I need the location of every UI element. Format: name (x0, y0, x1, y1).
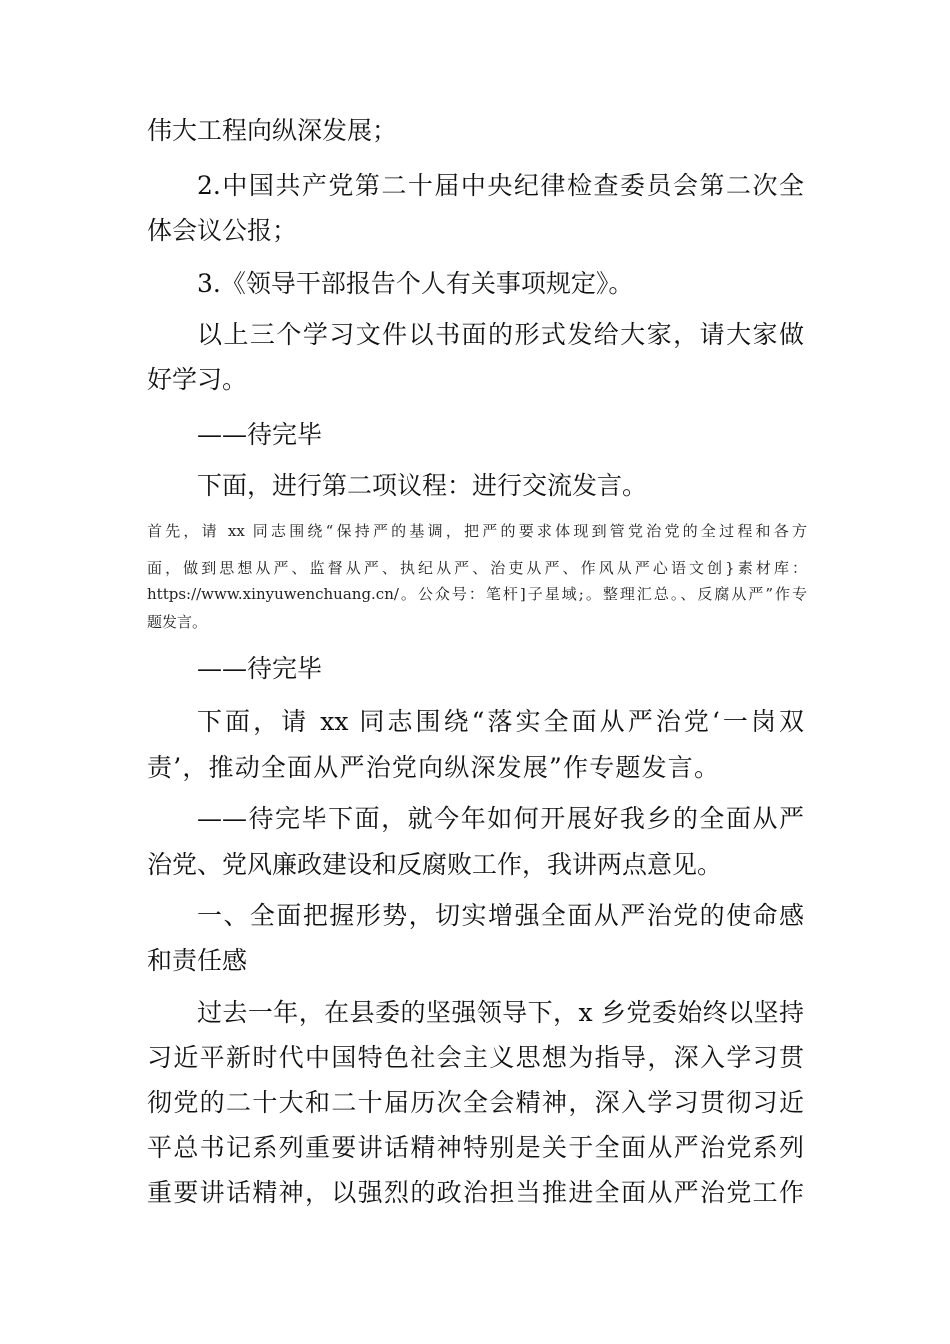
text-line: 体会议公报； (147, 216, 298, 245)
text-line: 过去一年，在县委的坚强领导下，x 乡党委始终以坚持 (197, 998, 804, 1027)
text-line: 2.中国共产党第二十届中央纪律检查委员会第二次全 (197, 171, 804, 200)
text-line: 习近平新时代中国特色社会主义思想为指导，深入学习贯 (147, 1043, 804, 1072)
small-text-line: 题发言。 (147, 613, 208, 631)
text-line: 3.《领导干部报告个人有关事项规定》。 (197, 269, 634, 298)
small-text-line: 面，做到思想从严、监督从严、执纪从严、治吏从严、作风从严心语文创}素材库： (147, 559, 807, 577)
text-line: 责’，推动全面从严治党向纵深发展”作专题发言。 (147, 753, 719, 782)
text-line: ——待完毕 (197, 420, 323, 449)
text-line: 平总书记系列重要讲话精神特别是关于全面从严治党系列 (147, 1133, 804, 1162)
text-line: 下面，进行第二项议程：进行交流发言。 (197, 471, 648, 500)
text-line: 和责任感 (147, 946, 248, 975)
text-line: 以上三个学习文件以书面的形式发给大家，请大家做 (197, 320, 804, 349)
text-line: 好学习。 (147, 365, 248, 394)
text-line: 下面，请 xx 同志围绕“落实全面从严治党‘一岗双 (197, 707, 804, 736)
small-text-line: 首先，请 xx 同志围绕“保持严的基调，把严的要求体现到管党治党的全过程和各方 (147, 522, 807, 540)
small-text-line: https://www.xinyuwenchuang.cn/。公众号：笔杆]子星域;。整理汇总。、反腐从严”作专 (147, 585, 807, 603)
text-line: ——待完毕下面，就今年如何开展好我乡的全面从严 (197, 804, 804, 833)
text-line: 一、全面把握形势，切实增强全面从严治党的使命感 (197, 901, 804, 930)
text-line: 治党、党风廉政建设和反腐败工作，我讲两点意见。 (147, 850, 723, 879)
text-line: ——待完毕 (197, 654, 323, 683)
text-line: 彻党的二十大和二十届历次全会精神，深入学习贯彻习近 (147, 1088, 804, 1117)
text-line: 重要讲话精神，以强烈的政治担当推进全面从严治党工作 (147, 1178, 804, 1207)
text-line: 伟大工程向纵深发展； (147, 116, 398, 145)
